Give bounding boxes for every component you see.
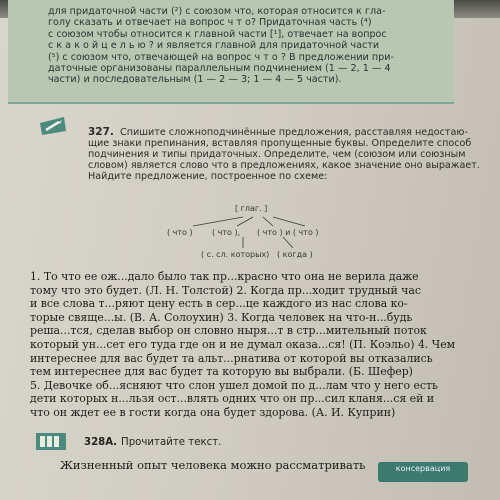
text-line: интереснее для вас будет та альт...рнатива от которой вы отказались bbox=[30, 351, 433, 365]
exercise-text bbox=[30, 270, 470, 420]
text-line: что он ждет ее в гости когда она будет здорова. (А. И. Куприн) bbox=[30, 405, 396, 419]
rule-line: для придаточной части (²) с союзом что, которая относится к гла- bbox=[48, 6, 386, 17]
scheme-sub-2: ( когда ) bbox=[277, 250, 313, 259]
task-line: Найдите предложение, построенное по схеме: bbox=[88, 171, 328, 183]
task-line: подчинения и типы придаточных. Определите, чем (союзом или союзным bbox=[88, 149, 466, 161]
exercise-328a-number: 328А. bbox=[84, 437, 118, 448]
side-tag: консервация bbox=[378, 462, 468, 482]
books-icon bbox=[34, 430, 68, 452]
text-line: тому что это будет. (Л. Н. Толстой) 2. Когда пр...ходит трудный час bbox=[30, 283, 421, 297]
scheme-clause-1: ( что ) bbox=[167, 228, 193, 237]
rule-text bbox=[48, 0, 448, 86]
text-line: 1. То что ее ож...дало было так пр...красно что она не верила даже bbox=[30, 270, 419, 283]
scheme-clause-3: ( что ) и ( что ) bbox=[257, 228, 319, 237]
text-line: тем интереснее для вас будет та которую вы выбрали. (Б. Шефер) bbox=[30, 365, 413, 379]
exercise-328a bbox=[84, 437, 221, 448]
rule-line: даточные организованы параллельным подчинением (1 — 2, 1 — 4 bbox=[48, 63, 391, 75]
pencil-icon bbox=[38, 115, 68, 137]
exercise-number: 327. bbox=[88, 126, 114, 138]
sentence-scheme bbox=[165, 204, 365, 272]
scheme-clause-2: ( что ), bbox=[212, 228, 241, 237]
scheme-arrows bbox=[165, 204, 365, 272]
rule-line: с союзом чтобы относится к главной части [¹], отвечает на вопрос bbox=[48, 28, 387, 40]
rule-line: (⁵) с союзом что, отвечающей на вопрос ч т о ? В предложении при- bbox=[48, 51, 394, 63]
text-line: 5. Девочке об...ясняют что слон ушел домой по д...лам что у него есть bbox=[30, 378, 438, 392]
rule-line: голу сказать и отвечает на вопрос ч т о? Придаточная часть (⁴) bbox=[48, 17, 372, 29]
text-line: который ун...сет его туда где он и не думал оказа...ся! (П. Коэльо) 4. Чем bbox=[30, 337, 456, 351]
reading-text-first-line: Жизненный опыт человека можно рассматривать bbox=[60, 458, 366, 472]
text-line: дети которых н...льзя ост...влять одних что он пр...сил кланя...ся ей и bbox=[30, 392, 435, 406]
scheme-sub-1: ( с. сл. которых) bbox=[201, 250, 270, 259]
task-line: словом) является слово что в предложениях, какое значение оно выражает. bbox=[88, 160, 480, 172]
rule-line: с к а к о й ц е л ь ю ? и является главной для придаточной части bbox=[48, 40, 380, 52]
exercise-328a-label: Прочитайте текст. bbox=[121, 437, 222, 448]
text-line: и все слова т...ряют цену есть в сер...це каждого из нас слова ко- bbox=[30, 297, 408, 311]
text-line: реша...тся, сделав выбор он словно ныря...т в стр...мительный поток bbox=[30, 324, 427, 338]
task-line: щие знаки препинания, вставляя пропущенные буквы. Определите способ bbox=[88, 138, 472, 150]
exercise-327-task bbox=[88, 126, 480, 183]
task-line: Спишите сложноподчинённые предложения, расставляя недостаю- bbox=[120, 127, 468, 138]
rule-line: части) и последовательным (1 — 2 — 3; 1 — 4 — 5 части). bbox=[48, 74, 342, 86]
text-line: торые свяще...ы. (В. А. Солоухин) 3. Когда человек на что-н...будь bbox=[30, 310, 413, 324]
scheme-main-clause: [ глаг. ] bbox=[235, 204, 268, 213]
